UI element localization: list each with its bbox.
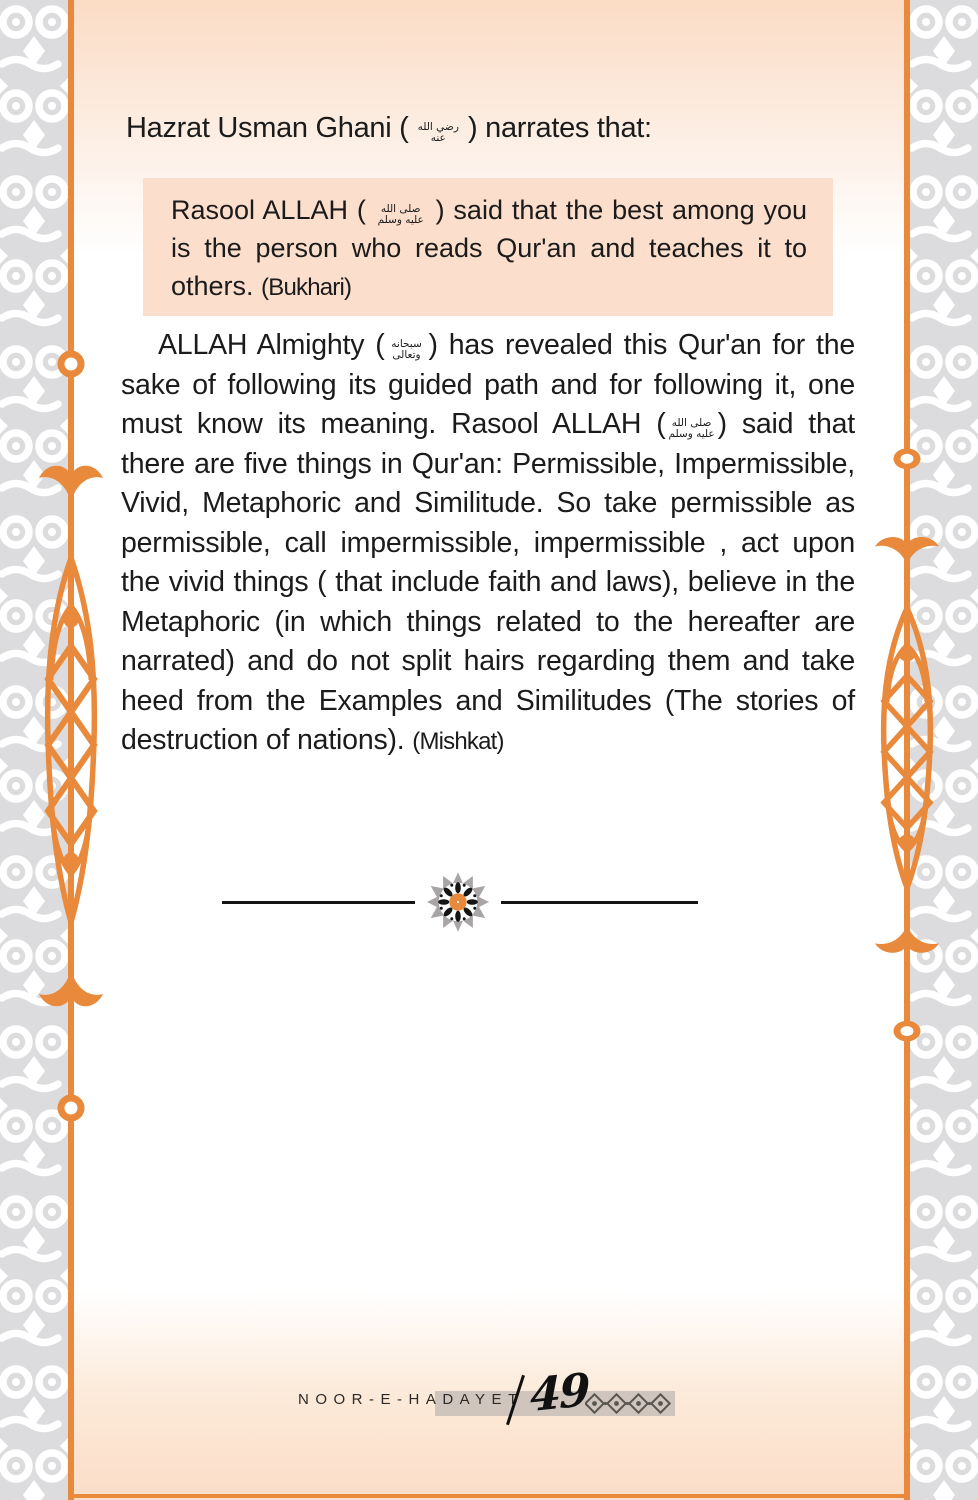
quote-text: ) said that the best among you is the person who reads Qur'an and teaches it to others. (171, 195, 807, 301)
radi-allahu-anhu-honorific: رضي الله عنه (417, 121, 459, 144)
heading-text: ) narrates that: (460, 112, 652, 144)
page-footer (0, 1362, 978, 1438)
heading-text: Hazrat Usman Ghani ( (126, 112, 417, 144)
footer-book-title: NOOR-E-HADAYET (298, 1391, 524, 1408)
floral-finial-icon (857, 448, 957, 1048)
paragraph-source: (Mishkat) (412, 728, 504, 755)
bottom-frame-line (68, 1494, 910, 1498)
sallallahu-alayhi-wasallam-honorific: صلى الله عليه وسلم (668, 417, 715, 440)
section-divider (0, 868, 978, 938)
body-paragraph (121, 326, 855, 762)
footer-ornament-icon (585, 1393, 671, 1414)
quote-source: (Bukhari) (261, 274, 352, 301)
flower-medallion-icon (427, 871, 489, 933)
paragraph-text: ) has revealed this Qur'an for the sake of following its guided path and for following it, one must know its meaning. Rasool ALLAH ( (121, 329, 855, 440)
subhanahu-wataala-honorific: سبحانه وتعالى (391, 338, 422, 361)
sallallahu-alayhi-wasallam-honorific: صلى الله عليه وسلم (377, 203, 424, 226)
divider-line-left (222, 901, 415, 904)
paragraph-text: ALLAH Almighty ( (158, 329, 385, 361)
floral-finial-icon (21, 350, 121, 1130)
paragraph-text: ) said that there are five things in Qur'an: Permissible, Impermissible, Vivid, Metaphoric and Similitude. So take permissible as permissible, call impermissible, impermissible , act upon the vivid things ( that include faith and laws), believe in the Metaphoric (in which things related to the hereafter are narrated) and do not split hairs regarding them and take heed from the Examples and Similitudes (The stories of destruction of nations). (121, 408, 856, 756)
quote-text: Rasool ALLAH ( (171, 195, 375, 225)
divider-line-right (501, 901, 698, 904)
page-heading (126, 112, 866, 145)
footer-page-number: 49 (530, 1362, 589, 1423)
hadith-quote-box (143, 178, 833, 316)
